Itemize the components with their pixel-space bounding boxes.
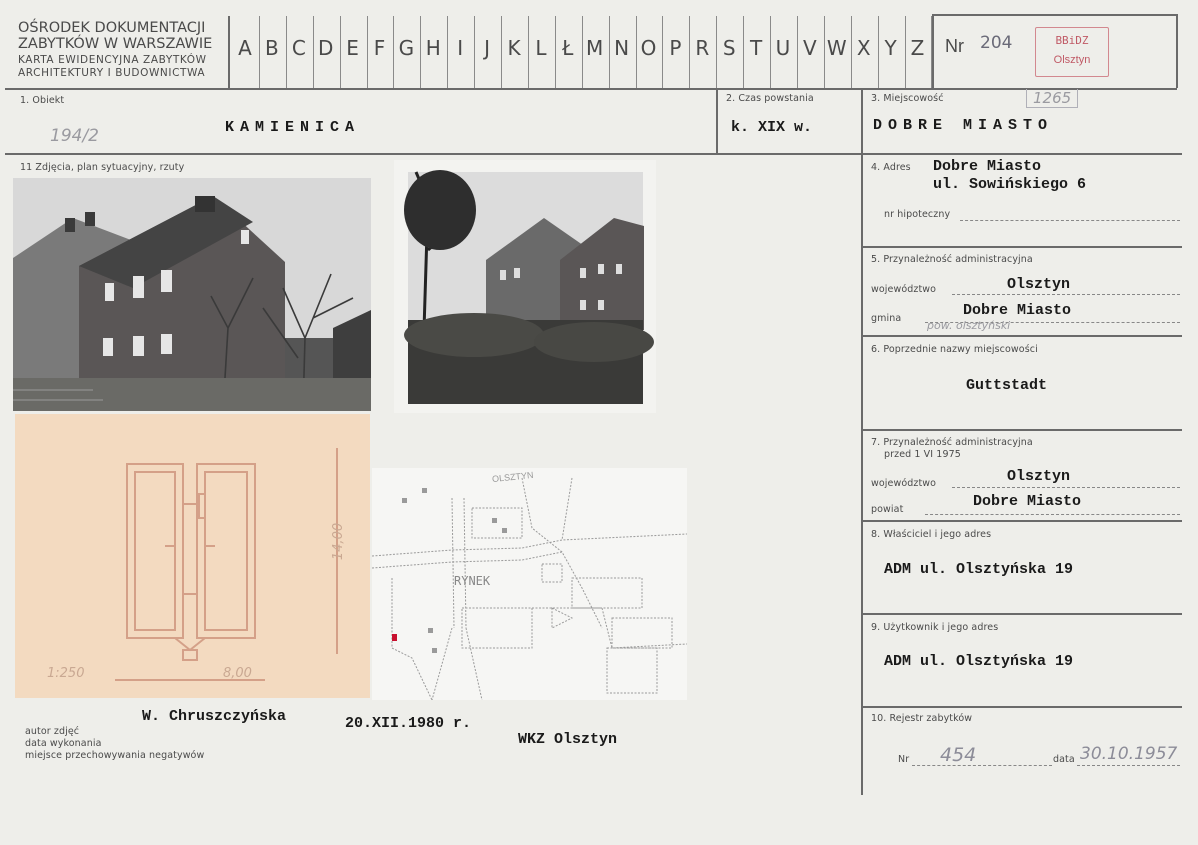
gmina-value: Dobre Miasto bbox=[963, 302, 1072, 319]
miejsce-label: miejsce przechowywania negatywów bbox=[25, 750, 205, 761]
gmina-label: gmina bbox=[871, 313, 902, 324]
right-row-4 bbox=[862, 246, 1182, 248]
plan-height-dim: 14,00 bbox=[331, 522, 347, 561]
data-wykonania-value: 20.XII.1980 r. bbox=[345, 715, 472, 732]
adres-line1: Dobre Miasto bbox=[933, 158, 1042, 175]
index-letter: B bbox=[265, 36, 279, 60]
gmina-note: pow. olsztyński bbox=[927, 319, 1011, 332]
index-letter: F bbox=[373, 36, 386, 60]
obiekt-label: 1. Obiekt bbox=[20, 95, 65, 106]
index-letter: D bbox=[317, 36, 334, 60]
miejscowosc-label: 3. Miejscowość bbox=[871, 93, 944, 104]
powiat-value: Dobre Miasto bbox=[973, 493, 1082, 510]
uzytkownik-label: 9. Użytkownik i jego adres bbox=[871, 622, 999, 633]
autor-label: autor zdjęć bbox=[25, 726, 80, 737]
czas-value: k. XIX w. bbox=[731, 119, 813, 136]
obiekt-note: 194/2 bbox=[50, 126, 99, 146]
rejestr-data-label: data bbox=[1053, 754, 1075, 765]
right-row-9 bbox=[862, 706, 1182, 708]
plan-width-dim: 8,00 bbox=[223, 666, 252, 681]
rejestr-data-value: 30.10.1957 bbox=[1080, 744, 1178, 764]
right-row-6 bbox=[862, 429, 1182, 431]
woj-line bbox=[952, 294, 1180, 295]
card-number-label: Nr bbox=[945, 36, 964, 56]
przynaleznosc-label: 5. Przynależność administracyjna bbox=[871, 254, 1033, 265]
card-type-line2: ARCHITEKTURY I BUDOWNICTWA bbox=[18, 67, 206, 79]
index-letter: K bbox=[507, 36, 521, 60]
nr-box-top bbox=[932, 14, 1177, 16]
zdjecia-label: 11 Zdjęcia, plan sytuacyjny, rzuty bbox=[20, 162, 185, 173]
site-plan-map bbox=[372, 468, 687, 700]
row-divider bbox=[5, 153, 1182, 155]
org-letters-divider bbox=[228, 16, 230, 88]
card-number-value: 204 bbox=[980, 33, 1013, 53]
hipoteczny-line bbox=[960, 220, 1180, 221]
wojewodztwo-label: województwo bbox=[871, 284, 937, 295]
rejestr-nr-line bbox=[912, 765, 1052, 766]
index-letter: N bbox=[614, 36, 630, 60]
card-type-line1: KARTA EWIDENCYJNA ZABYTKÓW bbox=[18, 54, 207, 66]
photo-building-garden bbox=[394, 160, 656, 413]
rejestr-nr-value: 454 bbox=[940, 744, 977, 766]
stamp-line2: Olsztyn bbox=[1053, 54, 1091, 66]
poprzednie-nazwy-label: 6. Poprzednie nazwy miejscowości bbox=[871, 344, 1038, 355]
rejestr-nr-label: Nr bbox=[898, 754, 910, 765]
wlasciciel-label: 8. Właściciel i jego adres bbox=[871, 529, 992, 540]
index-letter: M bbox=[586, 36, 604, 60]
index-letter: V bbox=[803, 36, 817, 60]
data-wykonania-label: data wykonania bbox=[25, 738, 102, 749]
miejsce-value: WKZ Olsztyn bbox=[518, 731, 618, 748]
adres-line2: ul. Sowińskiego 6 bbox=[933, 176, 1087, 193]
stamp-line1: BBiDZ bbox=[1055, 34, 1089, 47]
index-letter: C bbox=[291, 36, 306, 60]
plan-scale: 1:250 bbox=[47, 666, 85, 681]
right-row-7 bbox=[862, 520, 1182, 522]
index-letter: J bbox=[484, 36, 491, 60]
index-letter: O bbox=[640, 36, 657, 60]
index-letter: X bbox=[856, 36, 871, 60]
index-letter: S bbox=[722, 36, 736, 60]
col-divider-1 bbox=[716, 89, 718, 153]
index-letter: H bbox=[425, 36, 441, 60]
map-label-rynek: RYNEK bbox=[454, 574, 491, 588]
wojewodztwo-value: Olsztyn bbox=[1007, 276, 1071, 293]
institution-stamp bbox=[1035, 27, 1109, 77]
miejscowosc-value: DOBRE MIASTO bbox=[873, 117, 1054, 134]
index-letter: U bbox=[775, 36, 791, 60]
poprzednie-nazwy-value: Guttstadt bbox=[966, 377, 1048, 394]
powiat-line bbox=[925, 514, 1180, 515]
index-letter: I bbox=[457, 36, 464, 60]
czas-label: 2. Czas powstania bbox=[726, 93, 814, 104]
woj2-line bbox=[952, 487, 1180, 488]
org-name-line1: OŚRODEK DOKUMENTACJI bbox=[18, 20, 206, 36]
adres-label: 4. Adres bbox=[871, 162, 911, 173]
right-row-8 bbox=[862, 613, 1182, 615]
map-label-olsztyn: OLSZTYN bbox=[491, 469, 534, 485]
index-letter: T bbox=[749, 36, 763, 60]
obiekt-value: KAMIENICA bbox=[225, 119, 361, 136]
index-letter: G bbox=[398, 36, 415, 60]
wlasciciel-value: ADM ul. Olsztyńska 19 bbox=[884, 561, 1074, 578]
org-name-line2: ZABYTKÓW W WARSZAWIE bbox=[18, 36, 213, 52]
przynaleznosc2-label: 7. Przynależność administracyjna bbox=[871, 437, 1033, 448]
index-letter: E bbox=[346, 36, 359, 60]
nr-box-left bbox=[932, 14, 934, 88]
floor-plan bbox=[15, 414, 370, 698]
uzytkownik-value: ADM ul. Olsztyńska 19 bbox=[884, 653, 1074, 670]
header-divider bbox=[5, 88, 1177, 90]
index-letter: Y bbox=[884, 36, 897, 60]
autor-value: W. Chruszczyńska bbox=[142, 708, 287, 725]
index-letter: P bbox=[669, 36, 682, 60]
wojewodztwo2-label: województwo bbox=[871, 478, 937, 489]
index-letter: R bbox=[695, 36, 710, 60]
photo-building-street bbox=[13, 178, 371, 411]
rejestr-data-line bbox=[1077, 765, 1180, 766]
rejestr-label: 10. Rejestr zabytków bbox=[871, 713, 973, 724]
przynaleznosc2-date-label: przed 1 VI 1975 bbox=[884, 449, 961, 460]
right-row-5 bbox=[862, 335, 1182, 337]
miejscowosc-note: 1265 bbox=[1026, 89, 1078, 108]
hipoteczny-label: nr hipoteczny bbox=[884, 209, 951, 220]
index-letter: L bbox=[535, 36, 547, 60]
wojewodztwo2-value: Olsztyn bbox=[1007, 468, 1071, 485]
index-letter: A bbox=[238, 36, 252, 60]
col-divider-2 bbox=[861, 89, 863, 795]
powiat-label: powiat bbox=[871, 504, 904, 515]
index-letter: Z bbox=[910, 36, 925, 60]
nr-box-right bbox=[1176, 14, 1178, 88]
index-letter: Ł bbox=[562, 36, 574, 60]
index-letter: W bbox=[826, 36, 847, 60]
